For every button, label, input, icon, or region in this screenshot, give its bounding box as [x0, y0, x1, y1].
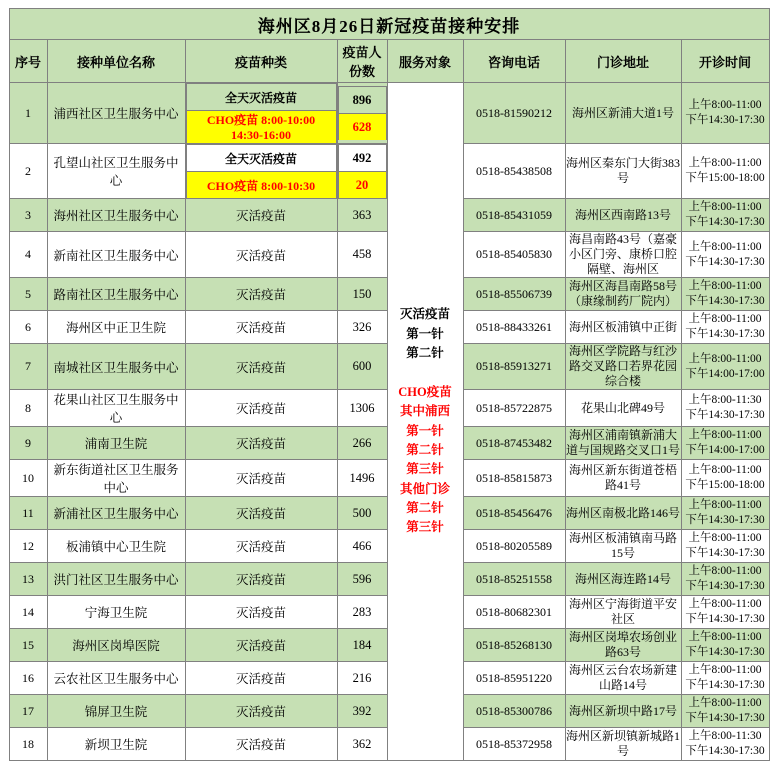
open-time [681, 629, 769, 662]
open-time-line: 上午8:00-11:00 [688, 429, 762, 442]
phone-number: 0518-80682301 [463, 596, 565, 629]
clinic-address: 海州区浦南镇新浦大道与国规路交叉口1号 [565, 427, 681, 460]
open-time [681, 662, 769, 695]
unit-name: 板浦镇中心卫生院 [47, 530, 185, 563]
row-index: 15 [9, 629, 47, 662]
unit-name: 新东街道社区卫生服务中心 [47, 460, 185, 497]
open-time-line: 下午14:30-17:30 [685, 745, 765, 757]
row-index: 17 [9, 695, 47, 728]
dose-count: 216 [337, 662, 387, 695]
open-time-line: 下午14:00-17:00 [685, 367, 765, 380]
clinic-address: 海州区板浦镇中正街 [565, 311, 681, 344]
service-object-line: 灭活疫苗 [399, 307, 450, 322]
vaccine-type: 灭活疫苗 [185, 596, 337, 629]
service-object-line: CHO疫苗 [398, 384, 452, 399]
unit-name: 锦屏卫生院 [47, 695, 185, 728]
clinic-address: 海州区学院路与红沙路交叉路口若界花园综合楼 [565, 344, 681, 390]
vaccine-type: 灭活疫苗 [185, 530, 337, 563]
dose-count: 392 [337, 695, 387, 728]
vaccine-type: 灭活疫苗 [185, 311, 337, 344]
open-time-line: 上午8:00-11:30 [688, 394, 762, 407]
open-time-line: 上午8:00-11:00 [688, 631, 762, 644]
open-time [681, 530, 769, 563]
clinic-address: 海州区秦东门大街383号 [565, 144, 681, 199]
clinic-address: 海州区海昌南路58号（康缘制药厂院内） [565, 278, 681, 311]
row-index: 16 [9, 662, 47, 695]
row-index: 8 [9, 390, 47, 427]
phone-number: 0518-85438508 [463, 144, 565, 199]
open-time-line: 上午8:00-11:00 [688, 201, 762, 214]
phone-number: 0518-85456476 [463, 497, 565, 530]
vaccine-type: 灭活疫苗 [185, 427, 337, 460]
phone-number: 0518-87453482 [463, 427, 565, 460]
vaccine-type: 灭活疫苗 [185, 278, 337, 311]
open-time [681, 344, 769, 390]
vaccine-type: 灭活疫苗 [185, 460, 337, 497]
service-object-line: 第一针 [406, 326, 444, 341]
unit-name: 洪门社区卫生服务中心 [47, 563, 185, 596]
unit-name: 海州区中正卫生院 [47, 311, 185, 344]
row-index: 4 [9, 232, 47, 278]
dose-count: 266 [337, 427, 387, 460]
row-index: 18 [9, 728, 47, 761]
service-object-line: 第一针 [406, 423, 444, 438]
dose-count: 492 [338, 145, 386, 172]
vaccine-type-group [185, 83, 337, 144]
unit-name: 云农社区卫生服务中心 [47, 662, 185, 695]
unit-name: 孔望山社区卫生服务中心 [47, 144, 185, 199]
service-object [387, 83, 463, 761]
open-time-line: 下午14:30-17:30 [685, 409, 765, 421]
row-index: 1 [9, 83, 47, 144]
open-time [681, 427, 769, 460]
row-index: 12 [9, 530, 47, 563]
phone-number: 0518-80205589 [463, 530, 565, 563]
header-row [9, 40, 769, 83]
open-time-line: 下午14:30-17:30 [685, 580, 765, 592]
vaccine-type: 灭活疫苗 [185, 390, 337, 427]
unit-name: 花果山社区卫生服务中心 [47, 390, 185, 427]
service-object-line: 第二针 [406, 442, 444, 457]
open-time [681, 460, 769, 497]
vaccine-type: 灭活疫苗 [185, 199, 337, 232]
clinic-address: 海州区板浦镇南马路15号 [565, 530, 681, 563]
row-index: 2 [9, 144, 47, 199]
unit-name: 宁海卫生院 [47, 596, 185, 629]
open-time-line: 下午14:30-17:30 [685, 679, 765, 691]
clinic-address: 海州区云台农场新建山路14号 [565, 662, 681, 695]
phone-number: 0518-85405830 [463, 232, 565, 278]
open-time-line: 上午8:00-11:00 [688, 532, 762, 545]
row-index: 10 [9, 460, 47, 497]
open-time-line: 上午8:00-11:30 [688, 730, 762, 743]
open-time [681, 232, 769, 278]
service-object-line: 第三针 [406, 462, 444, 477]
open-time [681, 497, 769, 530]
phone-number: 0518-85431059 [463, 199, 565, 232]
phone-number: 0518-85722875 [463, 390, 565, 427]
vaccine-type: 灭活疫苗 [185, 695, 337, 728]
unit-name: 新南社区卫生服务中心 [47, 232, 185, 278]
open-time-line: 上午8:00-11:00 [688, 697, 762, 710]
open-time [681, 311, 769, 344]
col-header-service-object: 服务对象 [387, 40, 463, 83]
open-time-line: 下午14:00-17:00 [685, 444, 765, 456]
dose-count: 184 [337, 629, 387, 662]
phone-number: 0518-85951220 [463, 662, 565, 695]
open-time-line: 上午8:00-11:00 [688, 352, 762, 365]
col-header-phone: 咨询电话 [463, 40, 565, 83]
service-object-line: 其中浦西 [399, 404, 450, 419]
vaccine-type: 灭活疫苗 [185, 497, 337, 530]
open-time [681, 278, 769, 311]
vaccine-type: 灭活疫苗 [185, 662, 337, 695]
open-time-line: 下午14:30-17:30 [685, 514, 765, 526]
clinic-address: 海州区西南路13号 [565, 199, 681, 232]
clinic-address: 花果山北碑49号 [565, 390, 681, 427]
vaccine-type: 灭活疫苗 [185, 344, 337, 390]
vaccine-type: 灭活疫苗 [185, 563, 337, 596]
dose-count: 150 [337, 278, 387, 311]
open-time-line: 上午8:00-11:00 [688, 499, 762, 512]
unit-name: 路南社区卫生服务中心 [47, 278, 185, 311]
title-row [9, 9, 769, 40]
open-time-line: 上午8:00-11:00 [688, 280, 762, 293]
service-object-line [388, 363, 463, 382]
dose-count: 466 [337, 530, 387, 563]
unit-name: 新坝卫生院 [47, 728, 185, 761]
open-time-line: 下午14:30-17:30 [685, 328, 765, 340]
open-time-line: 上午8:00-11:00 [688, 240, 762, 253]
open-time-line: 上午8:00-11:00 [688, 565, 762, 578]
row-index: 5 [9, 278, 47, 311]
service-object-line: 第二针 [406, 346, 444, 360]
phone-number: 0518-81590212 [463, 83, 565, 144]
open-time-line: 下午14:30-17:30 [685, 114, 765, 126]
open-time-line: 上午8:00-11:00 [688, 313, 762, 326]
open-time-line: 下午14:30-17:30 [685, 255, 765, 268]
vaccine-type: 灭活疫苗 [185, 728, 337, 761]
row-index: 3 [9, 199, 47, 232]
clinic-address: 海昌南路43号（嘉豪小区门旁、康桥口腔隔壁、海州区 [565, 232, 681, 278]
phone-number: 0518-85268130 [463, 629, 565, 662]
open-time-line: 上午8:00-11:00 [688, 598, 762, 611]
clinic-address: 海州区宁海街道平安社区 [565, 596, 681, 629]
dose-count: 20 [338, 172, 386, 199]
vaccine-type: CHO疫苗 8:00-10:00 14:30-16:00 [186, 111, 336, 144]
unit-name: 海州社区卫生服务中心 [47, 199, 185, 232]
open-time [681, 563, 769, 596]
unit-name: 浦南卫生院 [47, 427, 185, 460]
unit-name: 海州区岗埠医院 [47, 629, 185, 662]
table-row [9, 83, 769, 144]
row-index: 7 [9, 344, 47, 390]
dose-count: 283 [337, 596, 387, 629]
unit-name: 南城社区卫生服务中心 [47, 344, 185, 390]
service-object-line: 第三针 [406, 520, 444, 535]
col-header-unit: 接种单位名称 [47, 40, 185, 83]
dose-count: 458 [337, 232, 387, 278]
row-index: 14 [9, 596, 47, 629]
clinic-address: 海州区海连路14号 [565, 563, 681, 596]
phone-number: 0518-85372958 [463, 728, 565, 761]
schedule-table [9, 8, 770, 761]
open-time-line: 上午8:00-11:00 [688, 464, 762, 477]
page-title: 海州区8月26日新冠疫苗接种安排 [9, 9, 769, 40]
open-time-line: 下午14:30-17:30 [685, 646, 765, 658]
open-time-line: 下午14:30-17:30 [685, 547, 765, 559]
row-index: 9 [9, 427, 47, 460]
dose-count: 363 [337, 199, 387, 232]
dose-count: 500 [337, 497, 387, 530]
row-index: 11 [9, 497, 47, 530]
unit-name: 浦西社区卫生服务中心 [47, 83, 185, 144]
dose-count-group [337, 144, 387, 199]
service-object-line: 第二针 [406, 501, 444, 515]
col-header-vaccine-type: 疫苗种类 [185, 40, 337, 83]
vaccine-type: 灭活疫苗 [185, 629, 337, 662]
phone-number: 0518-85506739 [463, 278, 565, 311]
unit-name: 新浦社区卫生服务中心 [47, 497, 185, 530]
vaccine-type: CHO疫苗 8:00-10:30 [186, 172, 336, 199]
dose-count: 628 [338, 114, 386, 141]
phone-number: 0518-85913271 [463, 344, 565, 390]
open-time-line: 上午8:00-11:00 [688, 664, 762, 677]
open-time-line: 下午15:00-18:00 [685, 172, 765, 184]
open-time-line: 下午14:30-17:30 [685, 216, 765, 228]
col-header-no: 序号 [9, 40, 47, 83]
open-time [681, 144, 769, 199]
dose-count: 596 [337, 563, 387, 596]
vaccine-type: 全天灭活疫苗 [186, 84, 336, 111]
clinic-address: 海州区新坝中路17号 [565, 695, 681, 728]
open-time-line: 上午8:00-11:00 [688, 99, 762, 112]
phone-number: 0518-85815873 [463, 460, 565, 497]
col-header-address: 门诊地址 [565, 40, 681, 83]
open-time [681, 695, 769, 728]
dose-count: 600 [337, 344, 387, 390]
open-time-line: 上午8:00-11:00 [688, 157, 762, 170]
dose-count: 896 [338, 87, 386, 114]
vaccine-type: 灭活疫苗 [185, 232, 337, 278]
phone-number: 0518-85251558 [463, 563, 565, 596]
open-time [681, 199, 769, 232]
open-time-line: 下午15:00-18:00 [685, 479, 765, 491]
clinic-address: 海州区南极北路146号 [565, 497, 681, 530]
open-time-line: 下午14:30-17:30 [685, 295, 765, 307]
row-index: 6 [9, 311, 47, 344]
dose-count: 326 [337, 311, 387, 344]
vaccine-type-group [185, 144, 337, 199]
open-time [681, 390, 769, 427]
clinic-address: 海州区新浦大道1号 [565, 83, 681, 144]
col-header-open-time: 开诊时间 [681, 40, 769, 83]
dose-count: 362 [337, 728, 387, 761]
vaccination-schedule-page [0, 8, 778, 758]
dose-count-group [337, 83, 387, 144]
open-time [681, 596, 769, 629]
open-time [681, 728, 769, 761]
phone-number: 0518-88433261 [463, 311, 565, 344]
open-time [681, 83, 769, 144]
clinic-address: 海州区岗埠农场创业路63号 [565, 629, 681, 662]
service-object-line: 其他门诊 [399, 481, 450, 496]
clinic-address: 海州区新东街道苍梧路41号 [565, 460, 681, 497]
open-time-line: 下午14:30-17:30 [685, 613, 765, 625]
dose-count: 1306 [337, 390, 387, 427]
col-header-dose-count: 疫苗人份数 [337, 40, 387, 83]
vaccine-type: 全天灭活疫苗 [186, 145, 336, 172]
dose-count: 1496 [337, 460, 387, 497]
open-time-line: 下午14:30-17:30 [685, 712, 765, 724]
phone-number: 0518-85300786 [463, 695, 565, 728]
clinic-address: 海州区新坝镇新城路1号 [565, 728, 681, 761]
row-index: 13 [9, 563, 47, 596]
